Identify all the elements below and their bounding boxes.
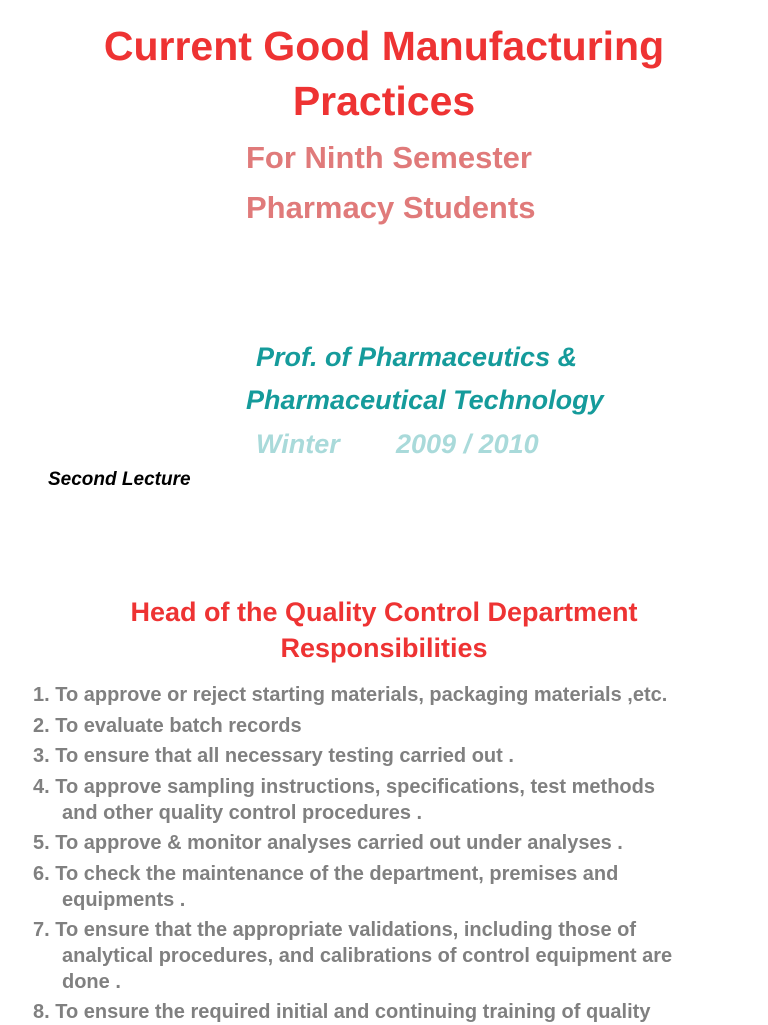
section-title-line-1: Head of the Quality Control Department [130,597,638,627]
prof-line-1: Prof. of Pharmaceutics & [256,342,578,372]
term-label: Winter [256,429,340,459]
list-item: 8. To ensure the required initial and continuing training of quality [33,1001,651,1023]
list-item-continuation: done . [62,971,121,993]
list-item: 3. To ensure that all necessary testing carried out . [33,745,514,767]
prof-line-2: Pharmaceutical Technology [246,385,604,415]
list-item: 7. To ensure that the appropriate validations, including those of [33,919,637,941]
list-item: 2. To evaluate batch records [33,715,302,737]
list-item: 1. To approve or reject starting materials, packaging materials ,etc. [33,684,668,706]
lecture-label: Second Lecture [48,469,191,490]
title-line-2: Practices [292,78,476,124]
list-item: 4. To approve sampling instructions, specifications, test methods [33,776,655,798]
list-item: 5. To approve & monitor analyses carried out under analyses . [33,832,623,854]
subtitle-line-2: Pharmacy Students [246,190,536,225]
list-item-continuation: and other quality control procedures . [62,802,423,824]
subtitle-line-1: For Ninth Semester [246,140,532,175]
title-line-1: Current Good Manufacturing [103,23,665,69]
list-item: 6. To check the maintenance of the department, premises and [33,863,619,885]
section-title-line-2: Responsibilities [280,633,488,663]
list-item-continuation: analytical procedures, and calibrations of control equipment are [62,945,673,967]
year-label: 2009 / 2010 [396,429,539,459]
list-item-continuation: equipments . [62,889,186,911]
